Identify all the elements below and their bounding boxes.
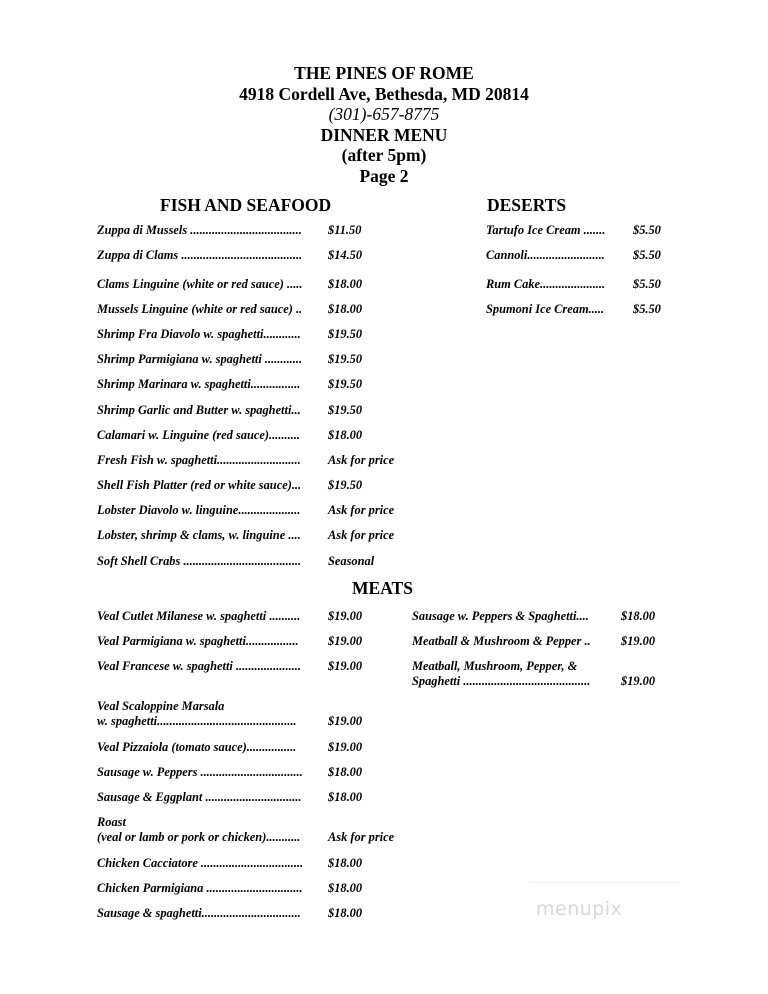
menu-item-name-line2: (veal or lamb or pork or chicken)........... (97, 830, 301, 844)
menu-item-name: Veal Scaloppine Marsala (97, 699, 225, 713)
menu-item-name: Lobster Diavolo w. linguine.................... (97, 503, 301, 517)
deserts-section-title: DESERTS (487, 195, 567, 215)
menu-item-name: Shell Fish Platter (red or white sauce)... (97, 478, 302, 492)
meats-section-title: MEATS (352, 578, 413, 598)
menu-item-price: $19.00 (328, 659, 363, 673)
dessert-item-price: $5.50 (633, 223, 661, 237)
menu-item-price: $19.50 (328, 478, 363, 492)
menu-item-price: $19.50 (328, 377, 363, 391)
menu-item-price: $18.00 (328, 277, 363, 291)
menu-item-price: $18.00 (328, 881, 363, 895)
dessert-item-price: $5.50 (633, 248, 661, 262)
menu-item-name: Lobster, shrimp & clams, w. linguine .... (97, 528, 301, 542)
menu-item-price: $19.00 (621, 674, 656, 688)
menu-title: DINNER MENU (320, 124, 448, 145)
menu-item-price: $18.00 (328, 765, 363, 779)
menu-item-price: $11.50 (328, 223, 362, 237)
menu-item-name: Sausage w. Peppers & Spaghetti.... (412, 609, 589, 623)
menu-item-name: Veal Parmigiana w. spaghetti................. (97, 634, 299, 648)
menu-item-price: Ask for price (328, 453, 395, 467)
menu-item-name: Mussels Linguine (white or red sauce) .. (97, 302, 303, 316)
restaurant-address: 4918 Cordell Ave, Bethesda, MD 20814 (239, 83, 529, 104)
menu-item-price: $18.00 (328, 790, 363, 804)
page-number: Page 2 (359, 165, 409, 186)
watermark-divider (530, 882, 680, 889)
menu-item-price: $14.50 (328, 248, 363, 262)
dessert-item-price: $5.50 (633, 277, 661, 291)
menu-item-name: Veal Cutlet Milanese w. spaghetti .......... (97, 609, 301, 623)
menu-item-name: Meatball & Mushroom & Pepper .. (412, 634, 591, 648)
dessert-item-name: Tartufo Ice Cream ....... (486, 223, 606, 237)
menu-item-name: Shrimp Garlic and Butter w. spaghetti... (97, 403, 301, 417)
dessert-item-name: Spumoni Ice Cream..... (486, 302, 605, 316)
menu-item-price: $19.50 (328, 352, 363, 366)
menu-item-name: Meatball, Mushroom, Pepper, & (412, 659, 578, 673)
menu-item-price: $18.00 (621, 609, 656, 623)
menu-item-price: Seasonal (328, 554, 375, 568)
menu-item-price: Ask for price (328, 830, 395, 844)
menu-item-name: Sausage & spaghetti................................ (97, 906, 301, 920)
menu-item-name: Veal Pizzaiola (tomato sauce)................ (97, 740, 297, 754)
dessert-item-price: $5.50 (633, 302, 661, 316)
menu-item-name: Roast (97, 815, 126, 829)
menu-item-name: Veal Francese w. spaghetti ..................... (97, 659, 301, 673)
menu-hours: (after 5pm) (341, 145, 427, 165)
menu-item-price: $18.00 (328, 856, 363, 870)
menu-item-name: Shrimp Marinara w. spaghetti................ (97, 377, 301, 391)
menu-item-name: Chicken Cacciatore ................................. (97, 856, 304, 870)
menu-item-price: Ask for price (328, 528, 395, 542)
menu-item-price: $18.00 (328, 906, 363, 920)
menu-item-name: Chicken Parmigiana ............................... (97, 881, 303, 895)
menu-item-price: $18.00 (328, 302, 363, 316)
menu-item-price: $19.50 (328, 403, 363, 417)
dessert-item-name: Cannoli......................... (486, 248, 605, 262)
menu-item-price: $19.00 (621, 634, 656, 648)
menu-item-name: Soft Shell Crabs ...................................... (97, 554, 302, 568)
menu-item-price: Ask for price (328, 503, 395, 517)
menu-item-name: Zuppa di Clams ....................................... (97, 248, 303, 262)
menu-item-price: $19.00 (328, 740, 363, 754)
menu-item-name: Zuppa di Mussels .................................... (97, 223, 302, 237)
menu-item-name: Calamari w. Linguine (red sauce).......... (97, 428, 300, 442)
menu-item-price: $18.00 (328, 428, 363, 442)
menu-item-name: Sausage w. Peppers ................................. (97, 765, 303, 779)
menu-item-name-line2: Spaghetti ......................................... (412, 674, 591, 688)
watermark-logo: menupix (536, 898, 623, 920)
menu-item-name: Fresh Fish w. spaghetti........................... (97, 453, 301, 467)
fish-section-title: FISH AND SEAFOOD (160, 195, 332, 215)
restaurant-name: THE PINES OF ROME (294, 63, 474, 83)
menu-item-name: Shrimp Parmigiana w. spaghetti ............ (97, 352, 303, 366)
restaurant-phone: (301)-657-8775 (328, 104, 440, 124)
menu-item-price: $19.50 (328, 327, 363, 341)
menu-item-price: $19.00 (328, 714, 363, 728)
menu-item-price: $19.00 (328, 609, 363, 623)
menu-header (0, 63, 768, 186)
menu-item-name-line2: w. spaghetti............................................. (97, 714, 297, 728)
menu-item-price: $19.00 (328, 634, 363, 648)
menu-item-name: Sausage & Eggplant ............................... (97, 790, 302, 804)
menu-item-name: Shrimp Fra Diavolo w. spaghetti............ (97, 327, 301, 341)
menu-item-name: Clams Linguine (white or red sauce) ..... (97, 277, 303, 291)
dessert-item-name: Rum Cake..................... (486, 277, 606, 291)
